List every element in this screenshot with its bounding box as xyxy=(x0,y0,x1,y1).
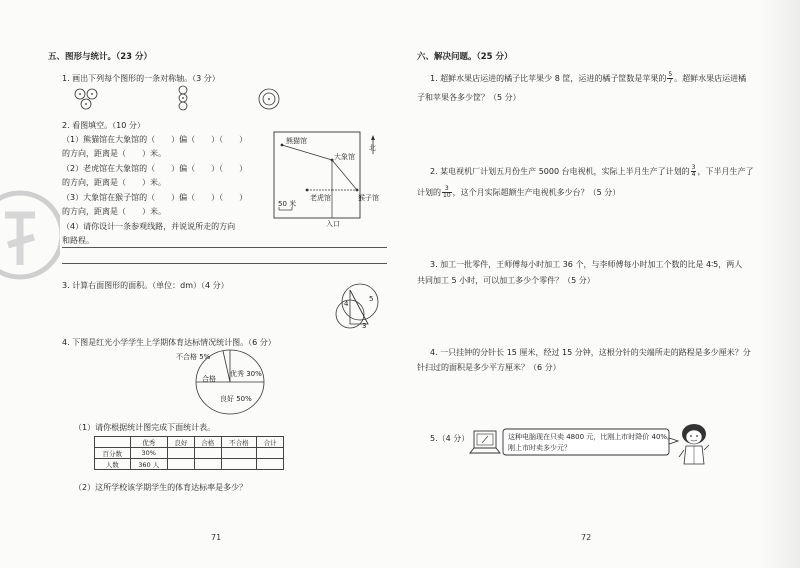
q2-text: 2. 看图填空。（10 分） xyxy=(62,121,145,130)
q2-2-line-a: （2）老虎馆在大象馆的（ ）偏（ ）（ ） xyxy=(62,164,248,173)
table-cell: 优秀 xyxy=(130,437,168,448)
q2-4-line-a: （4）请你设计一条参观线路，并说说所走的方向 xyxy=(62,222,236,231)
table-cell[interactable] xyxy=(194,459,221,470)
table-cell xyxy=(95,437,131,448)
r-q5-text: 5.（4 分） xyxy=(430,434,470,443)
table-cell: 良好 xyxy=(168,437,195,448)
fig3-label-b: 5 xyxy=(369,295,374,303)
bubble-text-1: 这种电脑现在只卖 4800 元，比刚上市时降价 40%。 xyxy=(508,433,675,441)
table-cell[interactable] xyxy=(168,459,195,470)
figure-three-circles xyxy=(75,89,97,109)
map-label-entrance: 入口 xyxy=(326,220,340,228)
page-edge-shadow xyxy=(760,0,800,568)
answer-line-2[interactable] xyxy=(62,263,387,264)
fraction-3-10: $\frac{3}{10}$ xyxy=(443,185,451,199)
laptop-icon xyxy=(468,428,504,458)
pie-label-good: 良好 50% xyxy=(220,395,252,403)
pie-label-excellent: 优秀 30% xyxy=(230,370,262,378)
r-q4-line-b: 针扫过的面积是多少平方厘米？（6 分） xyxy=(417,363,561,372)
answer-line-1[interactable] xyxy=(62,247,387,248)
fig3-label-c: 3 xyxy=(362,322,367,330)
page-number-right: 72 xyxy=(581,533,592,542)
fraction-5-7: $\frac{5}{7}$ xyxy=(668,71,673,85)
table-row xyxy=(95,437,284,448)
r-q3-line-a: 3. 加工一批零件，王师傅每小时加工 36 个，与李师傅每小时加工个数的比是 4∶5，两人 xyxy=(430,260,743,269)
r-q1-text-b: 。超鲜水果店运进橘 xyxy=(674,74,747,83)
map-label-tiger: 老虎馆 xyxy=(310,194,331,202)
r-q1-line-c: 子和苹果各多少筐？（5 分） xyxy=(417,93,521,102)
table-cell[interactable] xyxy=(168,448,195,459)
page-number-left: 71 xyxy=(211,533,222,542)
map-label-north: 北 xyxy=(369,144,376,152)
q2-3-line-b: 的方向，距离是（ ）米。 xyxy=(62,207,166,216)
stamp-mark xyxy=(0,175,60,295)
bubble-text-2: 刚上市时卖多少元？ xyxy=(508,444,571,452)
table-cell[interactable] xyxy=(257,459,284,470)
table-cell: 360 人 xyxy=(130,459,168,470)
pie-label-pass: 合格 xyxy=(202,375,216,383)
table-cell[interactable] xyxy=(257,448,284,459)
q2-3-line-a: （3）大象馆在猴子馆的（ ）偏（ ）（ ） xyxy=(62,193,248,202)
r-q2-text-a: 2. 某电视机厂计划五月份生产 5000 台电视机，实际上半月生产了计划的 xyxy=(430,167,690,176)
map-label-elephant: 大象馆 xyxy=(334,153,355,161)
map-label-panda: 熊猫馆 xyxy=(286,137,307,145)
q2-1-line-a: （1）熊猫馆在大象馆的（ ）偏（ ）（ ） xyxy=(62,135,248,144)
q1-text: 1. 画出下列每个图形的一条对称轴。（3 分） xyxy=(62,74,220,83)
table-cell[interactable] xyxy=(194,448,221,459)
fig3-label-a: 4 xyxy=(344,300,349,308)
r-q4-line-a: 4. 一只挂钟的分针长 15 厘米，经过 15 分钟，这根分针的尖端所走的路程是多少厘米？分 xyxy=(430,348,751,357)
stats-table xyxy=(94,436,284,470)
table-cell: 不合格 xyxy=(221,437,257,448)
q4-2-text: （2）这所学校该学期学生的体育达标率是多少？ xyxy=(74,483,248,492)
figure-concentric-circles xyxy=(259,89,279,109)
r-q1-text-a: 1. 超鲜水果店运进的橘子比苹果少 8 筐，运进的橘子筐数是苹果的 xyxy=(430,74,667,83)
map-label-monkey: 猴子馆 xyxy=(358,194,379,202)
r-q1-line-a xyxy=(430,72,746,85)
map-scale: 50 米 xyxy=(278,200,297,208)
q2-1-line-b: 的方向，距离是（ ）米。 xyxy=(62,149,166,158)
q2-4-line-b: 和路程。 xyxy=(62,236,94,245)
table-cell[interactable] xyxy=(221,448,257,459)
q4-text: 4. 下图是红光小学学生上学期体育达标情况统计图。（6 分） xyxy=(62,338,276,347)
q4-1-text: （1）请你根据统计图完成下面统计表。 xyxy=(74,423,216,432)
table-row xyxy=(95,448,284,459)
r-q3-line-b: 共同加工 5 小时，可以加工多少个零件？（5 分） xyxy=(417,276,595,285)
r-q2-text-c: 计划的 xyxy=(417,188,441,197)
pie-label-fail: 不合格 5% xyxy=(176,353,211,361)
table-cell: 人数 xyxy=(95,459,131,470)
q2-2-line-b: 的方向，距离是（ ）米。 xyxy=(62,178,166,187)
r-q2-text-d: ，这个月实际超额生产电视机多少台？（5 分） xyxy=(452,188,621,197)
table-cell: 百分数 xyxy=(95,448,131,459)
r-q2-line-c xyxy=(417,186,620,199)
figure-stacked-circles xyxy=(179,86,187,110)
table-cell: 30% xyxy=(130,448,168,459)
table-cell: 合计 xyxy=(257,437,284,448)
table-cell[interactable] xyxy=(221,459,257,470)
fraction-3-4: $\frac{3}{4}$ xyxy=(691,164,696,178)
table-row xyxy=(95,459,284,470)
section6-title: 六、解决问题。（25 分） xyxy=(417,52,513,62)
table-cell: 合格 xyxy=(194,437,221,448)
r-q2-line-a xyxy=(430,165,753,178)
r-q2-text-b: ，下半月生产了 xyxy=(697,167,754,176)
area-figure xyxy=(322,282,387,340)
q3-text: 3. 计算右面图形的面积。（单位：dm）（4 分） xyxy=(62,281,229,290)
section5-title: 五、图形与统计。（23 分） xyxy=(48,52,153,62)
cartoon-person-icon xyxy=(676,420,712,470)
symmetry-figures xyxy=(68,84,288,116)
